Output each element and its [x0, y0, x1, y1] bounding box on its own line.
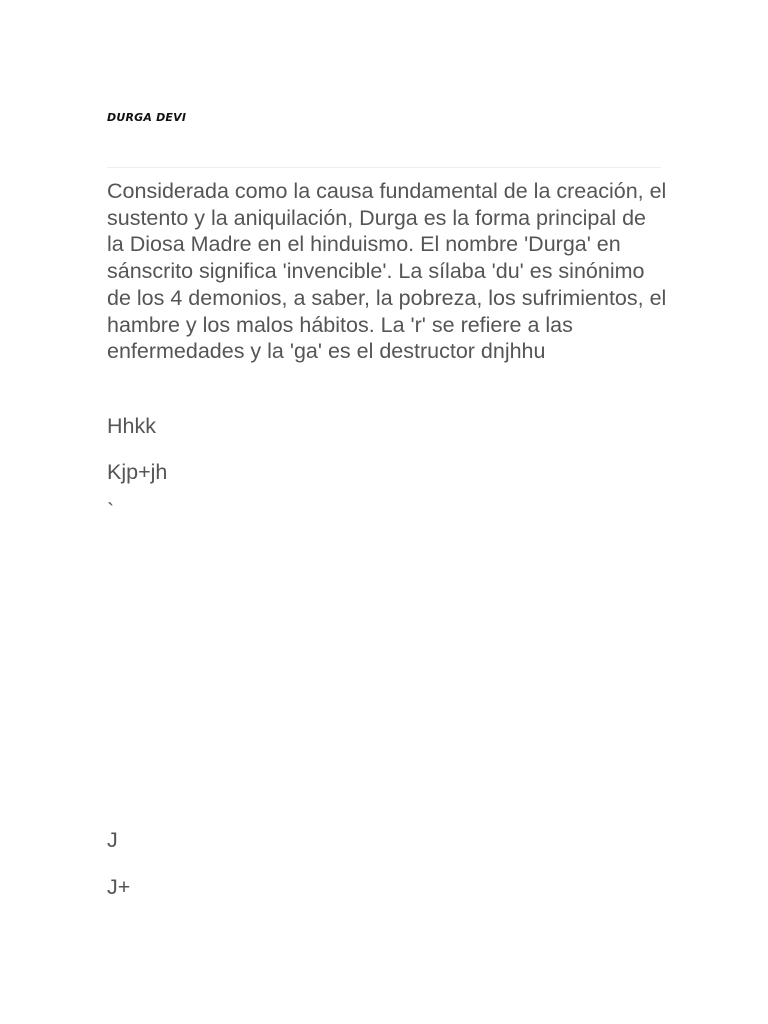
text-line-j: J — [107, 828, 118, 852]
text-line-kjp: Kjp+jh — [107, 460, 168, 484]
divider — [107, 167, 661, 168]
text-line-backtick: ` — [107, 499, 115, 523]
document-title: DURGA DEVI — [107, 111, 187, 124]
body-paragraph: Considerada como la causa fundamental de la creación, el sustento y la aniquilación, Durga es la forma principal de la Diosa Madre en el hinduismo. El nombre 'Durga' en sánscrito significa 'invencible'. La sílaba 'du' es sinónimo de los 4 demonios, a saber, la pobreza, los sufrimientos, el hambre y los malos hábitos. La 'r' se refiere a las enfermedades y la 'ga' es el destructor dnjhhu — [107, 179, 667, 364]
text-line-j-plus: J+ — [107, 875, 131, 899]
text-line-hhkk: Hhkk — [107, 414, 156, 438]
